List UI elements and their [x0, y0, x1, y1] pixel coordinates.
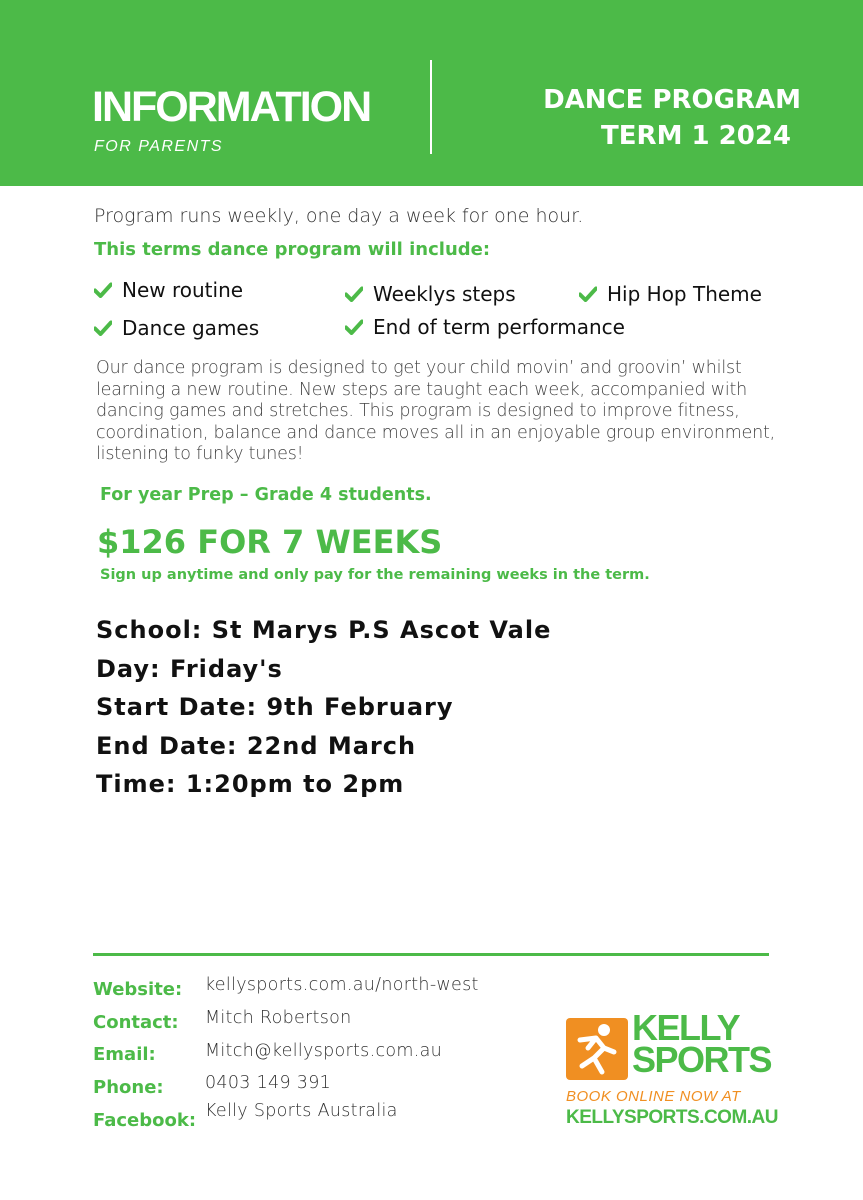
contact-name: Mitch Robertson: [205, 1008, 352, 1028]
feature-label: End of term performance: [373, 315, 625, 339]
detail-day: Day: Friday's: [96, 654, 283, 683]
logo-url: KELLYSPORTS.COM.AU: [566, 1107, 778, 1128]
email-link[interactable]: Mitch@kellysports.com.au: [205, 1041, 443, 1061]
contact-label: Contact:: [93, 1012, 179, 1033]
check-icon: [94, 282, 112, 298]
for-parents-subtitle: FOR PARENTS: [94, 138, 224, 155]
logo-wordmark: [632, 1007, 772, 1080]
phone-label: Phone:: [93, 1077, 164, 1098]
program-description: Our dance program is designed to get your child movin’ and groovin’ whilst learning a new routine. New steps are taught each week, accompanied with dancing games and stretches. This program is designed to improve fitness, coordination, balance and dance moves all in an enjoyable group environment, listening to funky tunes!: [96, 358, 776, 464]
detail-time: Time: 1:20pm to 2pm: [96, 770, 405, 798]
check-icon: [579, 286, 597, 302]
program-title: [543, 82, 801, 154]
check-icon: [94, 320, 112, 336]
check-icon: [345, 319, 363, 335]
program-details: [96, 611, 551, 804]
footer-divider: [93, 953, 769, 956]
include-heading: This terms dance program will include:: [94, 239, 491, 260]
feature-label: New routine: [122, 278, 244, 302]
facebook-label: Facebook:: [93, 1110, 197, 1131]
feature-label: Weeklys steps: [373, 282, 516, 306]
information-title: INFORMATION: [92, 83, 371, 131]
feature-label: Hip Hop Theme: [607, 282, 762, 306]
logo-word-sports: SPORTS: [632, 1039, 772, 1080]
runner-icon: [566, 1018, 628, 1080]
price-note: Sign up anytime and only pay for the remaining weeks in the term.: [100, 567, 650, 583]
grade-note: For year Prep – Grade 4 students.: [100, 485, 432, 505]
program-name: DANCE PROGRAM: [543, 85, 801, 115]
check-icon: [345, 286, 363, 302]
intro-text: Program runs weekly, one day a week for one hour.: [94, 205, 584, 227]
feature-item: [345, 315, 625, 339]
kelly-sports-logo[interactable]: [566, 1007, 778, 1128]
program-term: TERM 1 2024: [601, 121, 791, 151]
feature-item: [94, 278, 243, 302]
phone-number[interactable]: 0403 149 391: [205, 1073, 332, 1093]
feature-item: [579, 282, 762, 306]
email-label: Email:: [93, 1044, 156, 1065]
price-heading: $126 FOR 7 WEEKS: [97, 523, 443, 561]
logo-tagline: BOOK ONLINE NOW AT: [566, 1088, 741, 1105]
logo-word-kelly: KELLY: [632, 1007, 740, 1048]
detail-school: School: St Marys P.S Ascot Vale: [96, 616, 552, 644]
header-divider: [430, 60, 432, 154]
website-link[interactable]: kellysports.com.au/north-west: [205, 975, 479, 995]
feature-item: [94, 316, 259, 340]
detail-start-date: Start Date: 9th February: [96, 693, 454, 721]
feature-label: Dance games: [122, 316, 260, 340]
facebook-link[interactable]: Kelly Sports Australia: [205, 1101, 398, 1121]
header-banner: [0, 0, 863, 186]
detail-end-date: End Date: 22nd March: [96, 731, 417, 760]
website-label: Website:: [93, 979, 183, 1000]
feature-item: [345, 282, 516, 306]
